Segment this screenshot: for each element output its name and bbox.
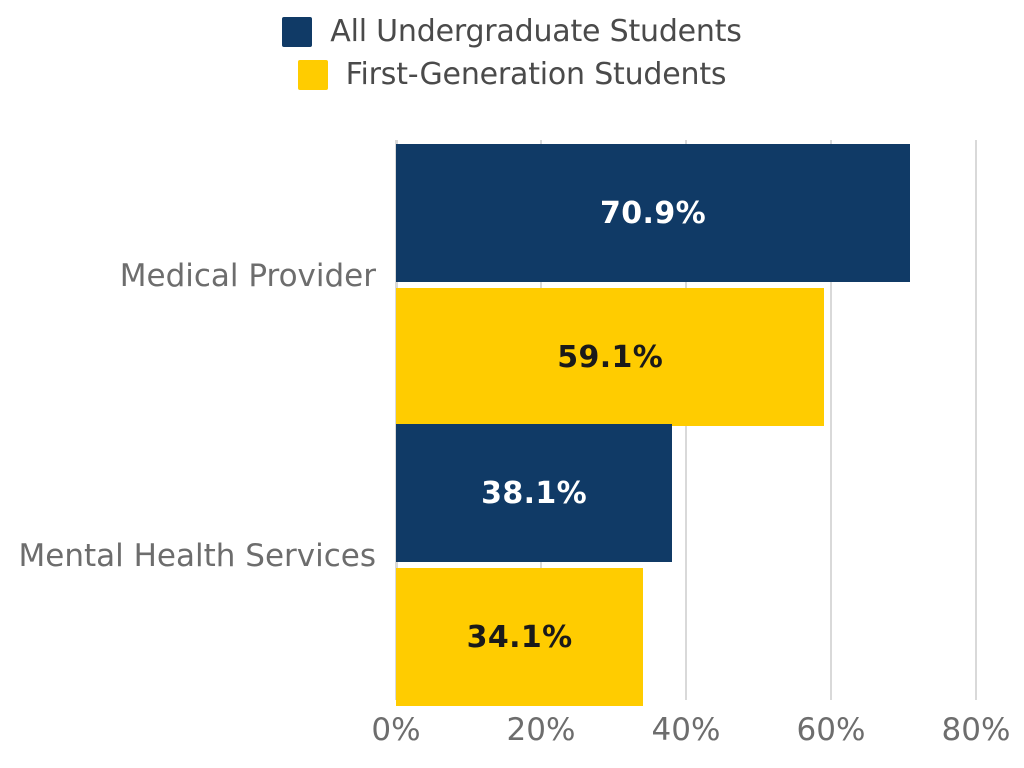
legend-label-all-undergraduate: All Undergraduate Students: [330, 14, 742, 49]
x-tick-40%: 40%: [651, 712, 721, 748]
x-tick-60%: 60%: [796, 712, 866, 748]
bar-0-1: [396, 288, 824, 426]
x-tick-0%: 0%: [371, 712, 421, 748]
category-label-mental-health-services: Mental Health Services: [18, 538, 376, 574]
legend-label-first-generation: First-Generation Students: [345, 57, 727, 92]
plot-area: [396, 140, 976, 700]
legend-item-first-generation: [298, 57, 727, 92]
bar-value-label: 70.9%: [599, 195, 707, 231]
x-tick-20%: 20%: [506, 712, 576, 748]
bar-value-label: 59.1%: [557, 339, 664, 375]
bar-group: [396, 140, 976, 700]
category-label-medical-provider: Medical Provider: [119, 258, 376, 294]
legend-swatch-all-undergraduate: [282, 17, 312, 47]
bar-value-label: 34.1%: [466, 619, 573, 655]
chart-legend: [0, 14, 1024, 92]
bar-1-0: [396, 424, 672, 562]
bar-0-0: [396, 144, 910, 282]
legend-item-all-undergraduate: [282, 14, 742, 49]
bar-value-label: 38.1%: [481, 475, 588, 511]
bar-1-1: [396, 568, 643, 706]
legend-swatch-first-generation: [298, 60, 328, 90]
x-tick-80%: 80%: [941, 712, 1011, 748]
